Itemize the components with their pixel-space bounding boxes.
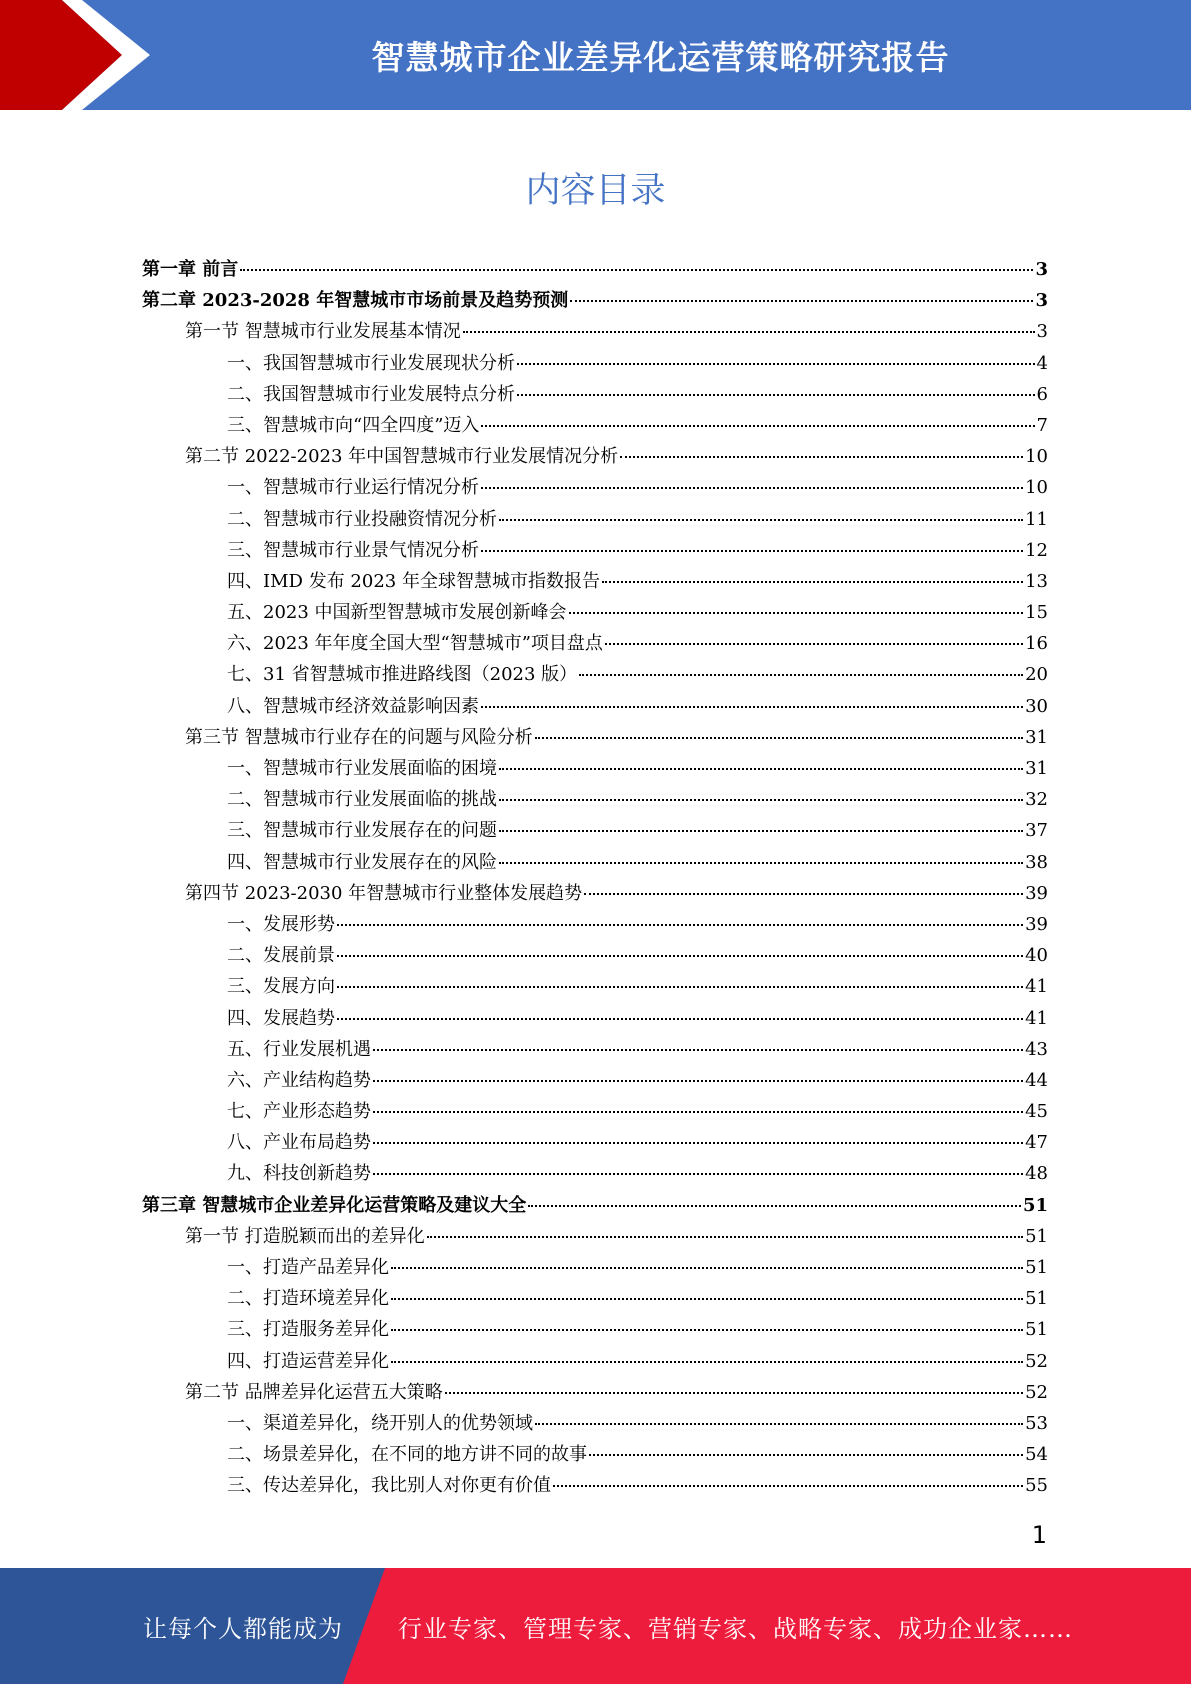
toc-entry-page: 32 xyxy=(1025,789,1048,811)
toc-entry-title: 七、31 省智慧城市推进路线图（2023 版） xyxy=(227,664,578,686)
page-footer xyxy=(0,1568,1191,1684)
toc-entry-title: 第三章 智慧城市企业差异化运营策略及建议大全 xyxy=(142,1194,527,1216)
toc-entry[interactable] xyxy=(142,971,1048,1002)
toc-dot-leader xyxy=(240,269,1033,271)
toc-entry[interactable] xyxy=(142,815,1048,846)
toc-entry-title: 七、产业形态趋势 xyxy=(227,1101,371,1123)
toc-entry-title: 一、我国智慧城市行业发展现状分析 xyxy=(227,352,515,374)
toc-entry-title: 五、2023 中国新型智慧城市发展创新峰会 xyxy=(227,602,567,624)
toc-dot-leader xyxy=(337,1018,1023,1020)
toc-entry-title: 一、渠道差异化，绕开别人的优势领域 xyxy=(227,1412,533,1434)
toc-dot-leader xyxy=(427,1236,1023,1238)
toc-entry-page: 7 xyxy=(1036,414,1048,436)
toc-entry[interactable] xyxy=(142,628,1048,659)
toc-entry-page: 41 xyxy=(1025,976,1048,998)
toc-entry-title: 二、发展前景 xyxy=(227,945,335,967)
toc-dot-leader xyxy=(589,1454,1023,1456)
toc-entry-page: 55 xyxy=(1025,1475,1048,1497)
toc-entry-title: 四、发展趋势 xyxy=(227,1007,335,1029)
toc-entry-page: 44 xyxy=(1025,1069,1048,1091)
toc-dot-leader xyxy=(584,893,1023,895)
toc-dot-leader xyxy=(481,425,1034,427)
toc-entry-page: 3 xyxy=(1035,290,1048,312)
toc-dot-leader xyxy=(499,799,1023,801)
toc-entry-title: 第一章 前言 xyxy=(142,259,239,280)
toc-dot-leader xyxy=(535,737,1023,739)
toc-dot-leader xyxy=(481,487,1023,489)
toc-entry-page: 3 xyxy=(1036,321,1048,343)
toc-entry[interactable] xyxy=(142,847,1048,878)
report-title: 智慧城市企业差异化运营策略研究报告 xyxy=(371,37,950,77)
toc-entry[interactable] xyxy=(142,909,1048,940)
toc-entry[interactable] xyxy=(142,1439,1048,1470)
toc-entry-page: 15 xyxy=(1025,602,1048,624)
toc-dot-leader xyxy=(373,1173,1023,1175)
toc-entry-title: 六、产业结构趋势 xyxy=(227,1069,371,1091)
toc-entry-title: 二、智慧城市行业发展面临的挑战 xyxy=(227,789,497,811)
toc-entry-title: 第三节 智慧城市行业存在的问题与风险分析 xyxy=(185,726,533,748)
toc-dot-leader xyxy=(463,331,1035,333)
toc-entry-page: 37 xyxy=(1025,820,1048,842)
toc-entry-title: 一、发展形势 xyxy=(227,913,335,935)
page-header xyxy=(0,0,1191,110)
toc-dot-leader xyxy=(373,1142,1023,1144)
toc-dot-leader xyxy=(605,643,1023,645)
toc-entry-title: 三、智慧城市向“四全四度”迈入 xyxy=(227,414,480,436)
toc-dot-leader xyxy=(517,394,1035,396)
table-of-contents xyxy=(142,254,1048,1502)
toc-entry-title: 二、场景差异化，在不同的地方讲不同的故事 xyxy=(227,1444,587,1466)
toc-entry[interactable] xyxy=(142,878,1048,909)
toc-entry-title: 第二节 品牌差异化运营五大策略 xyxy=(185,1381,443,1403)
toc-entry-page: 51 xyxy=(1025,1257,1048,1278)
toc-dot-leader xyxy=(517,363,1035,365)
toc-entry[interactable] xyxy=(142,1283,1048,1314)
toc-dot-leader xyxy=(499,768,1023,770)
toc-entry-page: 31 xyxy=(1025,726,1048,748)
toc-entry[interactable] xyxy=(142,535,1048,566)
toc-entry-title: 四、智慧城市行业发展存在的风险 xyxy=(227,851,497,873)
toc-entry-page: 39 xyxy=(1025,913,1048,935)
toc-entry[interactable] xyxy=(142,472,1048,503)
toc-entry-title: 三、发展方向 xyxy=(227,976,335,998)
page-number: 1 xyxy=(1031,1521,1047,1549)
toc-entry[interactable] xyxy=(142,1346,1048,1377)
toc-dot-leader xyxy=(391,1329,1023,1331)
toc-entry-page: 13 xyxy=(1025,570,1048,592)
toc-entry-page: 3 xyxy=(1035,259,1048,280)
toc-entry[interactable] xyxy=(142,597,1048,628)
toc-entry[interactable] xyxy=(142,1314,1048,1345)
toc-entry-page: 45 xyxy=(1025,1101,1048,1123)
toc-entry-title: 第一节 智慧城市行业发展基本情况 xyxy=(185,321,461,343)
toc-dot-leader xyxy=(499,862,1023,864)
toc-dot-leader xyxy=(337,924,1023,926)
toc-entry-title: 三、智慧城市行业发展存在的问题 xyxy=(227,820,497,842)
toc-entry-page: 43 xyxy=(1025,1038,1048,1060)
toc-entry[interactable] xyxy=(142,1377,1048,1408)
toc-dot-leader xyxy=(391,1298,1023,1300)
toc-dot-leader xyxy=(373,1080,1023,1082)
header-arrow-decoration xyxy=(0,0,160,110)
toc-entry-page: 11 xyxy=(1025,508,1048,530)
toc-entry[interactable] xyxy=(142,1034,1048,1065)
toc-dot-leader xyxy=(528,1205,1021,1207)
toc-entry-page: 52 xyxy=(1025,1350,1048,1372)
toc-entry-title: 第二章 2023-2028 年智慧城市市场前景及趋势预测 xyxy=(142,290,569,312)
toc-entry-title: 九、科技创新趋势 xyxy=(227,1163,371,1185)
toc-dot-leader xyxy=(569,612,1024,614)
toc-entry-title: 二、我国智慧城市行业发展特点分析 xyxy=(227,383,515,405)
toc-dot-leader xyxy=(481,706,1023,708)
toc-entry-title: 四、打造运营差异化 xyxy=(227,1350,389,1372)
toc-entry-page: 6 xyxy=(1036,383,1048,405)
footer-slogan-left: 让每个人都能成为 xyxy=(143,1614,343,1643)
toc-dot-leader xyxy=(602,581,1023,583)
toc-entry-page: 40 xyxy=(1025,945,1048,967)
toc-dot-leader xyxy=(373,1049,1023,1051)
toc-entry[interactable] xyxy=(142,691,1048,722)
toc-entry-page: 10 xyxy=(1025,446,1048,468)
toc-entry-page: 48 xyxy=(1025,1163,1048,1185)
toc-entry-title: 二、打造环境差异化 xyxy=(227,1288,389,1310)
toc-entry-page: 51 xyxy=(1025,1288,1048,1310)
toc-entry[interactable] xyxy=(142,1408,1048,1439)
toc-entry[interactable] xyxy=(142,285,1048,316)
toc-entry-title: 三、打造服务差异化 xyxy=(227,1319,389,1341)
toc-entry-title: 四、IMD 发布 2023 年全球智慧城市指数报告 xyxy=(227,570,600,592)
toc-entry[interactable] xyxy=(142,1158,1048,1189)
toc-dot-leader xyxy=(373,1111,1023,1113)
toc-entry-title: 第四节 2023-2030 年智慧城市行业整体发展趋势 xyxy=(185,882,583,904)
toc-entry-page: 20 xyxy=(1025,664,1048,686)
toc-entry-page: 51 xyxy=(1022,1194,1048,1216)
toc-dot-leader xyxy=(391,1361,1023,1363)
toc-entry-title: 第一节 打造脱颖而出的差异化 xyxy=(185,1225,425,1247)
toc-entry-page: 51 xyxy=(1025,1319,1048,1341)
toc-entry[interactable] xyxy=(142,1252,1048,1283)
toc-entry-title: 一、智慧城市行业发展面临的困境 xyxy=(227,758,497,779)
toc-entry[interactable] xyxy=(142,1221,1048,1252)
toc-entry[interactable] xyxy=(142,254,1048,285)
toc-entry-page: 31 xyxy=(1025,758,1048,779)
toc-entry[interactable] xyxy=(142,722,1048,753)
toc-entry-title: 二、智慧城市行业投融资情况分析 xyxy=(227,508,497,530)
toc-dot-leader xyxy=(620,456,1023,458)
toc-entry-page: 54 xyxy=(1025,1444,1048,1466)
toc-dot-leader xyxy=(499,830,1023,832)
toc-entry-page: 10 xyxy=(1025,477,1048,499)
toc-entry[interactable] xyxy=(142,441,1048,472)
toc-entry-page: 4 xyxy=(1036,352,1048,374)
toc-entry[interactable] xyxy=(142,753,1048,784)
toc-entry[interactable] xyxy=(142,379,1048,410)
toc-entry-title: 第二节 2022-2023 年中国智慧城市行业发展情况分析 xyxy=(185,446,619,468)
toc-dot-leader xyxy=(553,1485,1023,1487)
toc-dot-leader xyxy=(337,955,1023,957)
toc-entry-page: 30 xyxy=(1025,695,1048,717)
toc-entry-title: 八、智慧城市经济效益影响因素 xyxy=(227,695,479,717)
toc-dot-leader xyxy=(579,674,1023,676)
toc-dot-leader xyxy=(481,550,1023,552)
toc-entry-title: 三、传达差异化，我比别人对你更有价值 xyxy=(227,1475,551,1497)
toc-entry[interactable] xyxy=(142,566,1048,597)
toc-entry-title: 一、打造产品差异化 xyxy=(227,1257,389,1278)
toc-entry[interactable] xyxy=(142,1190,1048,1221)
toc-entry-page: 51 xyxy=(1025,1225,1048,1247)
toc-dot-leader xyxy=(499,519,1023,521)
toc-entry-page: 41 xyxy=(1025,1007,1048,1029)
toc-entry[interactable] xyxy=(142,1096,1048,1127)
toc-entry[interactable] xyxy=(142,504,1048,535)
toc-dot-leader xyxy=(337,986,1023,988)
toc-entry-page: 16 xyxy=(1025,633,1048,655)
toc-entry[interactable] xyxy=(142,410,1048,441)
toc-dot-leader xyxy=(570,300,1033,302)
toc-entry[interactable] xyxy=(142,940,1048,971)
toc-entry[interactable] xyxy=(142,1003,1048,1034)
toc-entry-title: 六、2023 年年度全国大型“智慧城市”项目盘点 xyxy=(227,633,603,655)
toc-entry-page: 38 xyxy=(1025,851,1048,873)
toc-entry-title: 三、智慧城市行业景气情况分析 xyxy=(227,539,479,561)
toc-entry-page: 52 xyxy=(1025,1381,1048,1403)
footer-slogan-right: 行业专家、管理专家、营销专家、战略专家、成功企业家…… xyxy=(398,1614,1073,1643)
toc-entry[interactable] xyxy=(142,1065,1048,1096)
toc-entry[interactable] xyxy=(142,659,1048,690)
toc-entry-page: 39 xyxy=(1025,882,1048,904)
toc-heading: 内容目录 xyxy=(525,171,666,211)
toc-entry-page: 53 xyxy=(1025,1412,1048,1434)
toc-entry-title: 五、行业发展机遇 xyxy=(227,1038,371,1060)
toc-entry[interactable] xyxy=(142,784,1048,815)
toc-entry[interactable] xyxy=(142,316,1048,347)
toc-dot-leader xyxy=(445,1392,1023,1394)
toc-entry-title: 八、产业布局趋势 xyxy=(227,1132,371,1154)
toc-entry[interactable] xyxy=(142,1470,1048,1501)
toc-entry-page: 12 xyxy=(1025,539,1048,561)
toc-entry-title: 一、智慧城市行业运行情况分析 xyxy=(227,477,479,499)
toc-entry-page: 47 xyxy=(1025,1132,1048,1154)
toc-dot-leader xyxy=(535,1423,1023,1425)
toc-entry[interactable] xyxy=(142,348,1048,379)
toc-dot-leader xyxy=(391,1267,1023,1269)
toc-entry[interactable] xyxy=(142,1127,1048,1158)
